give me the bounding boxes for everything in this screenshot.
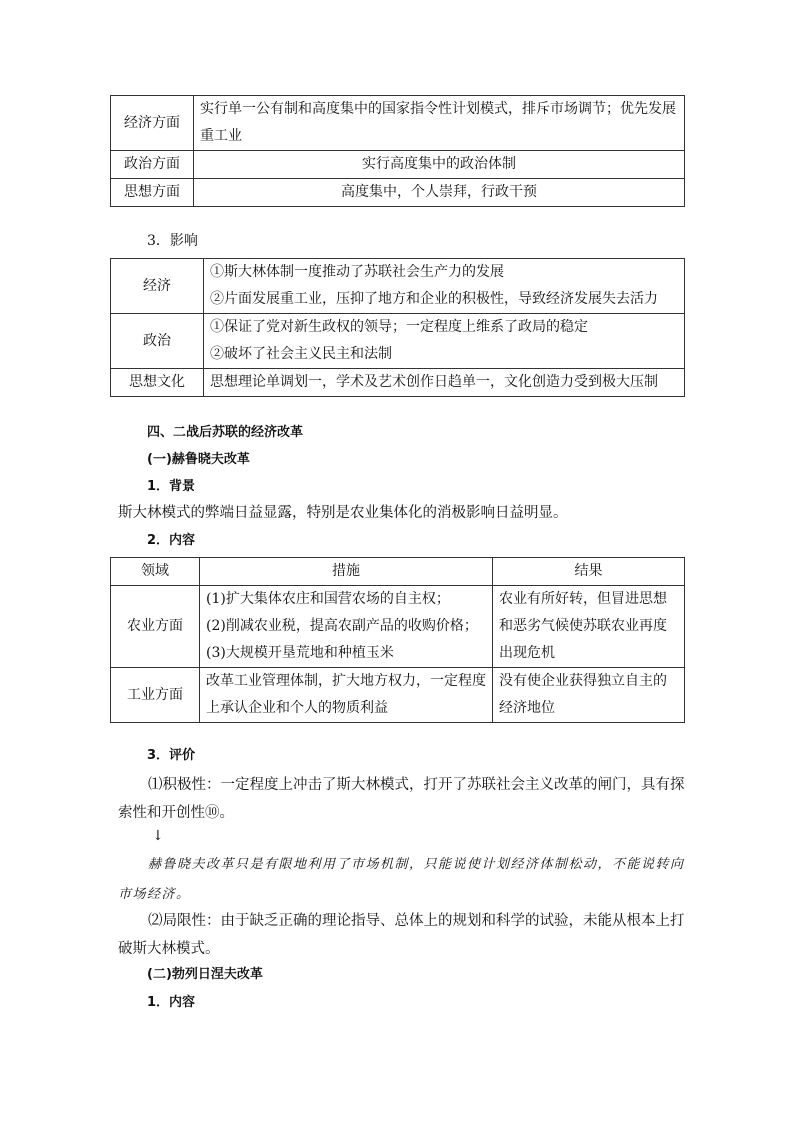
system-table xyxy=(110,95,685,207)
result-cell: 农业有所好转，但冒进思想和恶劣气候使苏联农业再度出现危机 xyxy=(493,586,685,668)
background-text: 斯大林模式的弊端日益显露，特别是农业集体化的消极影响日益明显。 xyxy=(118,505,568,521)
table-row xyxy=(111,179,685,207)
row-body: 思想理论单调划一，学术及艺术创作日趋单一，文化创造力受到极大压制 xyxy=(204,369,685,397)
evaluation-limitation: ⑵局限性：由于缺乏正确的理论指导、总体上的规划和科学的试验，未能从根本上打破斯大林模式。 xyxy=(118,913,685,957)
table-row xyxy=(111,151,685,179)
sub-heading: (一)赫鲁晓夫改革 xyxy=(147,452,250,467)
table-row xyxy=(111,369,685,397)
row-head: 经济 xyxy=(111,259,204,314)
measure-item: (1)扩大集体农庄和国营农场的自主权； xyxy=(206,591,450,607)
row-body xyxy=(204,259,685,314)
row-line: ②破坏了社会主义民主和法制 xyxy=(210,346,392,362)
evaluation-positive: ⑴积极性：一定程度上冲击了斯大林模式，打开了苏联社会主义改革的闸门，具有探索性和开创性⑩。 xyxy=(118,777,685,821)
measure-item: (2)削减农业税，提高农副产品的收购价格； xyxy=(206,618,478,634)
margin-note: 赫鲁晓夫改革只是有限地利用了市场机制，只能说使计划经济体制松动，不能说转向市场经济。 xyxy=(118,857,685,902)
table-row xyxy=(111,96,685,151)
section-heading: 1．背景 xyxy=(147,479,196,494)
section-heading: 3．影响 xyxy=(147,233,198,249)
row-line: ①保证了党对新生政权的领导；一定程度上维系了政局的稳定 xyxy=(210,319,588,335)
impact-table xyxy=(110,258,685,397)
field-cell: 农业方面 xyxy=(111,586,200,668)
row-head: 思想文化 xyxy=(111,369,204,397)
column-header: 措施 xyxy=(200,558,493,586)
section-heading: 3．评价 xyxy=(147,748,196,763)
row-body: 高度集中，个人崇拜，行政干预 xyxy=(194,179,685,207)
measure-item: (3)大规模开垦荒地和种植玉米 xyxy=(206,645,394,661)
column-header: 结果 xyxy=(493,558,685,586)
row-body xyxy=(204,314,685,369)
row-head: 经济方面 xyxy=(111,96,194,151)
field-cell: 工业方面 xyxy=(111,668,200,723)
table-row xyxy=(111,586,685,668)
result-cell: 没有使企业获得独立自主的经济地位 xyxy=(493,668,685,723)
sub-heading: (二)勃列日涅夫改革 xyxy=(147,967,263,982)
down-arrow-icon: ↓ xyxy=(152,828,164,844)
row-body: 实行高度集中的政治体制 xyxy=(194,151,685,179)
measures-cell: 改革工业管理体制，扩大地方权力，一定程度上承认企业和个人的物质利益 xyxy=(200,668,493,723)
row-head: 思想方面 xyxy=(111,179,194,207)
reform-table xyxy=(110,557,685,723)
row-line: ②片面发展重工业，压抑了地方和企业的积极性，导致经济发展失去活力 xyxy=(210,291,658,307)
column-header: 领域 xyxy=(111,558,200,586)
row-head: 政治方面 xyxy=(111,151,194,179)
part-heading: 四、二战后苏联的经济改革 xyxy=(147,425,304,440)
table-row xyxy=(111,259,685,314)
row-head: 政治 xyxy=(111,314,204,369)
table-header-row xyxy=(111,558,685,586)
table-row xyxy=(111,314,685,369)
measures-cell xyxy=(200,586,493,668)
table-row xyxy=(111,668,685,723)
section-heading: 2．内容 xyxy=(147,533,196,548)
section-heading: 1．内容 xyxy=(147,995,196,1010)
row-body: 实行单一公有制和高度集中的国家指令性计划模式，排斥市场调节；优先发展重工业 xyxy=(194,96,685,151)
row-line: ①斯大林体制一度推动了苏联社会生产力的发展 xyxy=(210,264,504,280)
